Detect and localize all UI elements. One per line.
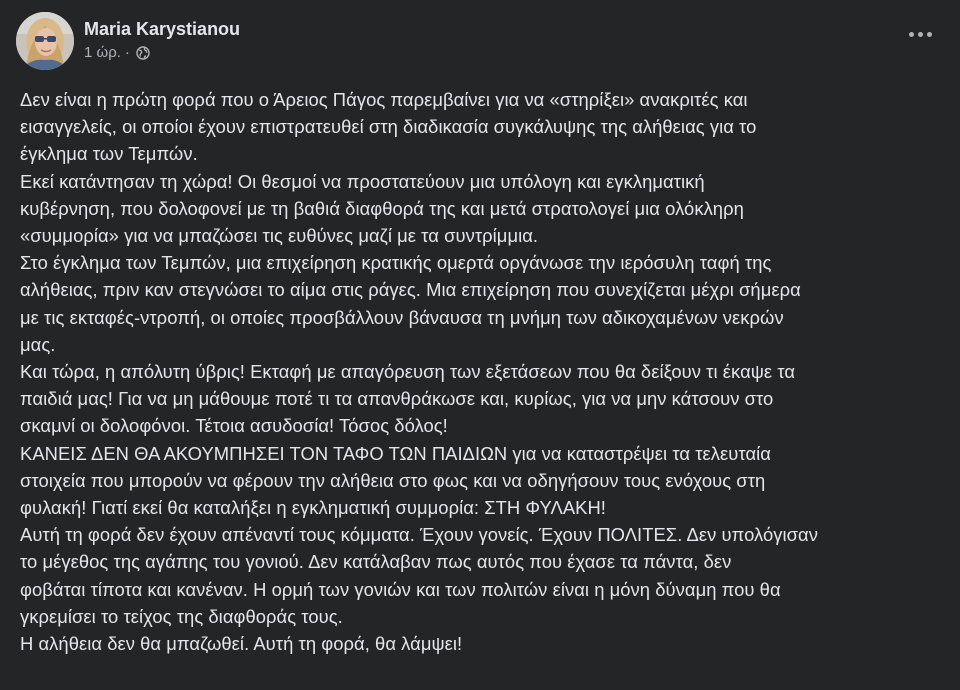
- post-paragraph: ΚΑΝΕΙΣ ΔΕΝ ΘΑ ΑΚΟΥΜΠΗΣΕΙ ΤΟΝ ΤΑΦΟ ΤΩΝ ΠΑΙΔΙΩΝ για να καταστρέψει τα τελευταία στοιχεία που μπορούν να φέρουν την αλήθεια στο φως και να οδηγήσουν τους ενόχους στη φυλακή! Γιατί εκεί θα καταλήξει η εγκληματική συμμορία: ΣΤΗ ΦΥΛΑΚΗ!: [20, 442, 771, 519]
- post-paragraph: Στο έγκλημα των Τεμπών, μια επιχείρηση κρατικής ομερτά οργάνωσε την ιερόσυλη ταφή της αλήθειας, πριν καν στεγνώσει το αίμα στις ράγες. Μια επιχείρηση που συνεχίζεται μέχρι σήμερα με τις εκταφές-ντροπή, οι οποίες προσβάλλουν βάναυσα τη μνήμη των αδικοχαμένων νεκρών μας.: [20, 252, 801, 355]
- post-paragraph: Και τώρα, η απόλυτη ύβρις! Εκταφή με απαγόρευση των εξετάσεων που θα δείξουν τι έκαψε τα παιδιά μας! Για να μη μάθουμε ποτέ τι τα απανθράκωσε και, κυρίως, για να μην κάτσουν στο σκαμνί οι δολοφόνοι. Τέτοια ασυδοσία! Τόσος δόλος!: [20, 361, 796, 437]
- post-body: [20, 86, 948, 657]
- post-paragraph: Αυτή τη φορά δεν έχουν απέναντί τους κόμματα. Έχουν γονείς. Έχουν ΠΟΛΙΤΕΣ. Δεν υπολόγισαν το μέγεθος της αγάπης του γονιού. Δεν κατάλαβαν πως αυτός που έχασε τα πάντα, δεν φοβάται τίποτα και κανέναν. Η ορμή των γονιών και των πολιτών είναι η μόνη δύναμη που θα γκρεμίσει το τείχος της διαφθοράς τους.: [20, 524, 818, 627]
- separator-dot: ·: [124, 44, 130, 61]
- more-options-icon: [918, 32, 923, 37]
- profile-photo-avatar-icon: [16, 12, 74, 70]
- author-name[interactable]: Maria Karystianou: [84, 19, 241, 39]
- post-paragraph: Η αλήθεια δεν θα μπαζωθεί. Αυτή τη φορά, θα λάμψει!: [20, 633, 463, 655]
- globe-icon[interactable]: [136, 46, 150, 60]
- more-options-button[interactable]: [902, 22, 938, 46]
- post-paragraph: Δεν είναι η πρώτη φορά που ο Άρειος Πάγος παρεμβαίνει για να «στηρίξει» ανακριτές και εισαγγελείς, οι οποίοι έχουν επιστρατευθεί στη διαδικασία συγκάλυψης της αλήθειας για το έγκλημα των Τεμπών.: [20, 89, 757, 165]
- more-options-icon: [909, 32, 914, 37]
- post-subline: [84, 44, 240, 62]
- post-header: [16, 12, 240, 72]
- author-avatar[interactable]: [16, 12, 74, 70]
- more-options-icon: [927, 32, 932, 37]
- post-paragraph: Εκεί κατάντησαν τη χώρα! Οι θεσμοί να προστατεύουν μια υπόλογη και εγκληματική κυβέρνηση, που δολοφονεί με τη βαθιά διαφθορά της και μετά στρατολογεί μια ολόκληρη «συμμορία» για να μπαζώσει τις ευθύνες μαζί με τα συντρίμμια.: [20, 170, 744, 247]
- post-timestamp[interactable]: 1 ώρ.: [84, 44, 121, 61]
- post-meta: [84, 12, 240, 62]
